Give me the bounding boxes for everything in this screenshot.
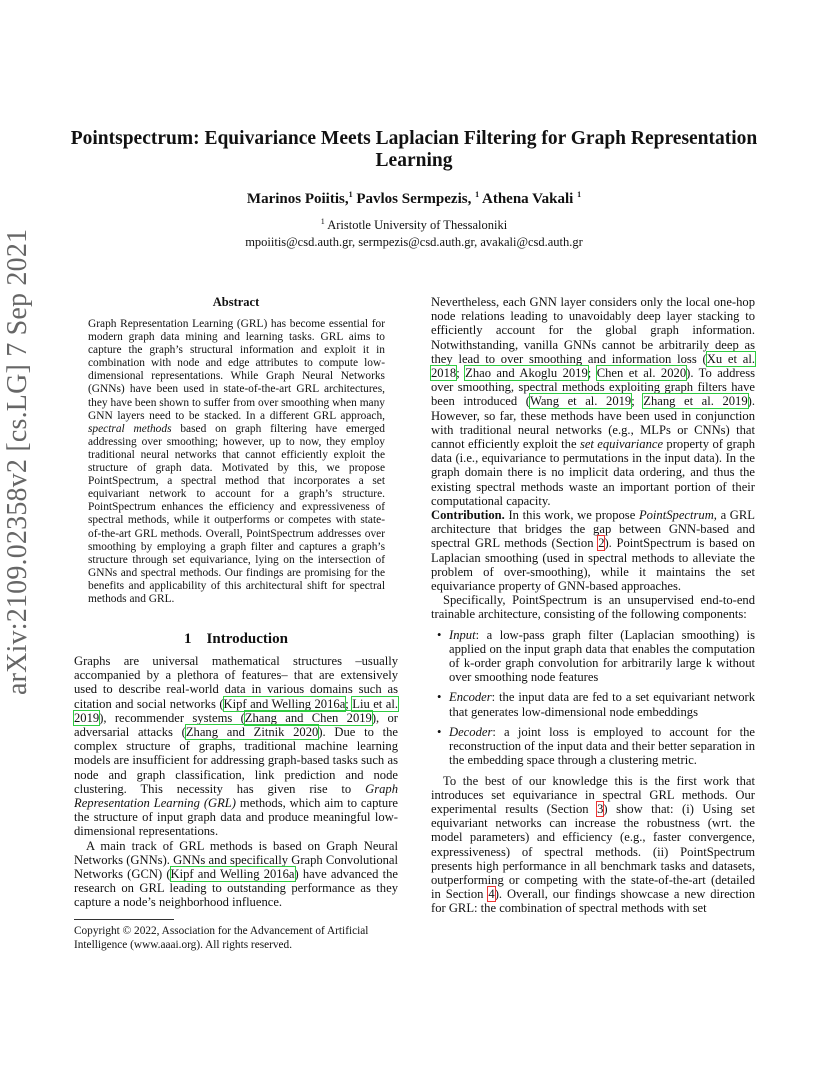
- bullet-icon: •: [437, 627, 442, 642]
- section-title: Introduction: [206, 631, 288, 647]
- citation-link[interactable]: Chen et al. 2020: [596, 366, 687, 381]
- section-heading-introduction: [74, 631, 398, 648]
- author-affil-mark: 1: [348, 190, 353, 199]
- section-number: 1: [184, 631, 192, 647]
- citation-link[interactable]: Zhang and Chen 2019: [244, 710, 372, 725]
- author-name: Marinos Poiitis,: [246, 191, 349, 207]
- affiliation: Aristotle University of Thessaloniki: [327, 218, 508, 232]
- list-item: • Decoder: a joint loss is employed to account for the reconstruction of the input data and their better separation in the embedding space through a clustering metric.: [437, 724, 755, 768]
- citation-link[interactable]: Xu et al. 2018: [431, 351, 756, 381]
- bullet-icon: •: [437, 690, 442, 705]
- author-emails: mpoiitis@csd.auth.gr, sermpezis@csd.auth.gr, avakali@csd.auth.gr: [245, 235, 583, 249]
- abstract-heading: Abstract: [212, 295, 260, 309]
- bullet-icon: •: [437, 724, 442, 739]
- author-list: [60, 191, 768, 208]
- affiliation-mark: 1: [320, 216, 325, 226]
- copyright-notice: Copyright © 2022, Association for the Advancement of Artificial Intelligence (www.aaai.org). All rights reserved.: [74, 925, 369, 951]
- citation-link[interactable]: Wang et al. 2019: [529, 394, 632, 409]
- section-ref-link[interactable]: 2: [598, 536, 605, 551]
- emphasis: spectral methods: [88, 422, 172, 435]
- author-affil-mark: 1: [577, 190, 582, 199]
- abstract-text: Graph Representation Learning (GRL) has become essential for modern graph data mining and learning tasks. GRL aims to capture the graph’s structural information and exploit it in combination with node and edge attributes to compute low-dimensional representations. While Graph Neural Networks (GNNs) have been used in state-of-the-art GRL architectures, they have been shown to suffer from over smoothing when many GNN layers need to be stacked. In a different GRL approach, spectral methods based on graph filtering have emerged addressing over smoothing; however, up to now, they employ traditional neural networks that cannot efficiently exploit the structure of graph data. Motivated by this, we propose PointSpectrum, a spectral method that incorporates a set equivariant network to account for a graph’s structure. PointSpectrum enhances the efficiency and expressiveness of spectral methods, while it outperforms or competes with state-of-the-art GRL methods. Overall, PointSpectrum addresses over smoothing by employing a graph filter and captures a graph’s structure through set equivariance, lying on the intersection of GNNs and spectral methods. Our findings are promising for the benefits and applicability of this architectural shift for spectral methods and GRL.: [88, 318, 386, 605]
- author-name: Pavlos Sermpezis,: [356, 191, 472, 207]
- citation-link[interactable]: Liu et al. 2019: [74, 696, 398, 725]
- citation-link[interactable]: Zhang et al. 2019: [643, 394, 748, 409]
- section-ref-link[interactable]: 3: [597, 801, 604, 816]
- paragraph: To the best of our knowledge this is the first work that introduces set equivariance in spectral GRL methods. Our experimental results (Section 3) show that: (i) Using set equivariant networks can increase the robustness (wrt. the model parameters) and efficiency (e.g., faster convergence, expressiveness) of spectral methods. (ii) PointSpectrum presents high performance in all benchmark tasks and datasets, outperforming or competing with the state-of-the-art (detailed in Section 4). Overall, our findings showcase a new direction for GRL: the combination of spectral methods with set: [431, 773, 756, 916]
- author-affil-mark: 1: [475, 190, 480, 199]
- component-list: [431, 628, 755, 768]
- affiliation-block: [60, 217, 768, 251]
- citation-link[interactable]: Kipf and Welling 2016a: [223, 696, 346, 711]
- list-item: • Input: a low-pass graph filter (Laplacian smoothing) is applied on the input graph data that enables the computation of k-order graph convolution for arbitrarily large k without over smoothing node features: [437, 627, 755, 685]
- citation-link[interactable]: Kipf and Welling 2016a: [170, 867, 295, 882]
- section-ref-link[interactable]: 4: [488, 887, 495, 902]
- paragraph: A main track of GRL methods is based on Graph Neural Networks (GNNs). GNNs and specifically Graph Convolutional Networks (GCN) (Kipf and Welling 2016a) have advanced the research on GRL leading to outstanding performance as they capture a node’s neighborhood influence.: [74, 838, 398, 910]
- footnote-rule: [74, 919, 174, 920]
- paragraph: Nevertheless, each GNN layer considers only the local one-hop node relations leading to unavoidably deep layer stacking to efficiently account for the global graph information. Notwithstanding, vanilla GNNs cannot be arbitrarily deep as they lead to over smoothing and information loss (Xu et al. 2018; Zhao and Akoglu 2019; Chen et al. 2020). To address over smoothing, spectral methods exploiting graph filters have been introduced (Wang et al. 2019; Zhang et al. 2019). However, so far, these methods have been used in conjunction with traditional neural networks (e.g., MLPs or CNNs) that cannot efficiently exploit the set equivariance property of graph data (i.e., equivariance to permutations in the input data). In the graph domain there is no implicit data ordering, and thus the existing spectral methods waste an important portion of their computational capacity.: [431, 295, 756, 508]
- paper-title: Pointspectrum: Equivariance Meets Laplacian Filtering for Graph Representation Learning: [70, 128, 758, 171]
- list-item: • Encoder: the input data are fed to a set equivariant network that generates low-dimensional node embeddings: [437, 690, 755, 719]
- left-column-body: [74, 654, 398, 910]
- paragraph: Graphs are universal mathematical structures –usually accompanied by a plethora of features– that are extensively used to describe real-world data in various domains such as citation and social networks (Kipf and Welling 2016a; Liu et al. 2019), recommender systems (Zhang and Chen 2019), or adversarial attacks (Zhang and Zitnik 2020). Due to the complex structure of graphs, traditional machine learning models are insufficient for addressing graph-based tasks such as node and graph classification, link prediction and node clustering. This necessity has given rise to Graph Representation Learning (GRL) methods, which aim to capture the structure of input graph data and produce meaningful low-dimensional representations.: [74, 654, 398, 839]
- arxiv-stamp: arXiv:2109.02358v2 [cs.LG] 7 Sep 2021: [2, 228, 33, 695]
- right-column-body: [431, 295, 755, 916]
- citation-link[interactable]: Zhang and Zitnik 2020: [185, 725, 319, 740]
- citation-link[interactable]: Zhao and Akoglu 2019: [465, 366, 588, 381]
- author-name: Athena Vakali: [482, 191, 574, 207]
- paragraph: Specifically, PointSpectrum is an unsupervised end-to-end trainable architecture, consisting of the following components:: [431, 593, 755, 622]
- paragraph-contribution: Contribution. In this work, we propose PointSpectrum, a GRL architecture that bridges the gap between GNN-based and spectral GRL methods (Section 2). PointSpectrum is based on Laplacian smoothing (used in spectral methods to alleviate the problem of over-smoothing), while it maintains the set equivariance property of GNN-based approaches.: [431, 508, 756, 594]
